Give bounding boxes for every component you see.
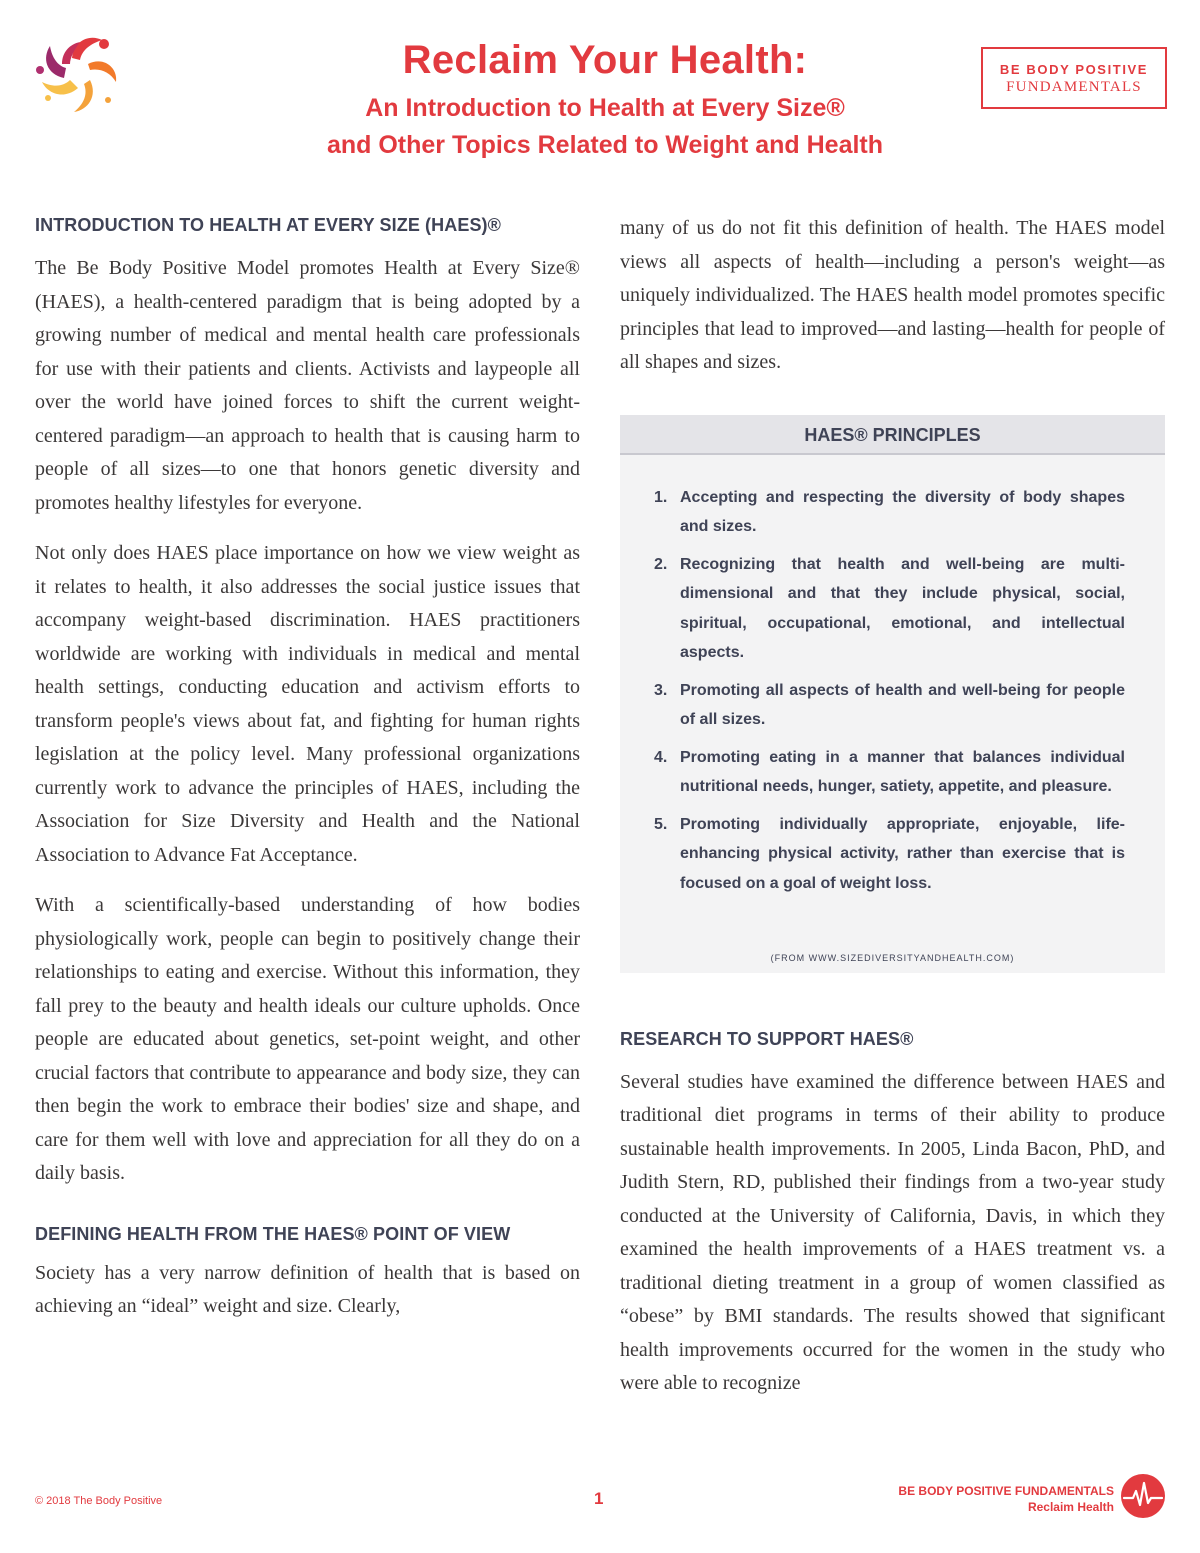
badge-line2: FUNDAMENTALS <box>1006 79 1142 95</box>
footer-brand <box>898 1483 1114 1515</box>
principle-item <box>654 743 1125 802</box>
principle-text: Recognizing that health and well-being are multi-dimensional and that they include physical, social, spiritual, occupational, emotional, and intellectual aspects. <box>680 555 1125 661</box>
defining-paragraph-continued: many of us do not fit this definition of health. The HAES model views all aspects of health—including a person's weight—as uniquely individualized. The HAES health model promotes specific principles that lead to improved—and lasting—health for people of all shapes and sizes. <box>620 217 1165 373</box>
intro-paragraph-1: The Be Body Positive Model promotes Health at Every Size® (HAES), a health-centered paradigm that is being adopted by a growing number of medical and mental health care professionals for use with their patients and clients. Activists and laypeople all over the world have joined forces to shift the current weight-centered paradigm—an approach to health that is causing harm to people of all sizes—to one that honors genetic diversity and promotes healthy lifestyles for everyone. <box>35 257 580 514</box>
page-subtitle-line1: An Introduction to Health at Every Size® <box>365 94 845 122</box>
badge-line1: BE BODY POSITIVE <box>999 62 1149 77</box>
principle-text: Promoting all aspects of health and well-being for people of all sizes. <box>680 681 1125 728</box>
left-column <box>35 212 580 1324</box>
principle-text: Accepting and respecting the diversity of body shapes and sizes. <box>680 488 1125 535</box>
principle-text: Promoting individually appropriate, enjoyable, life-enhancing physical activity, rather than exercise that is focused on a goal of weight loss. <box>680 815 1125 892</box>
defining-paragraph: Society has a very narrow definition of health that is based on achieving an “ideal” weight and size. Clearly, <box>35 1261 580 1317</box>
principle-item <box>654 810 1125 899</box>
footer-brand-line2: Reclaim Health <box>1027 1500 1114 1514</box>
page-subtitle-line2: and Other Topics Related to Weight and Health <box>326 131 884 159</box>
principle-number: 1. <box>654 488 668 506</box>
footer-copyright: © 2018 The Body Positive <box>35 1495 163 1507</box>
research-heading: RESEARCH TO SUPPORT HAES® <box>620 1028 914 1049</box>
page-title: Reclaim Your Health: <box>402 38 808 82</box>
principle-item <box>654 676 1125 735</box>
principle-item <box>654 550 1125 668</box>
intro-heading: INTRODUCTION TO HEALTH AT EVERY SIZE (HAES)® <box>35 215 502 235</box>
right-column <box>620 212 1165 1401</box>
footer-brand-line1: BE BODY POSITIVE FUNDAMENTALS <box>898 1484 1114 1498</box>
intro-paragraph-2: Not only does HAES place importance on how we view weight as it relates to health, it also addresses the social justice issues that accompany weight-based discrimination. HAES practitioners worldwide are working with individuals in medical and mental health settings, conducting education and activism efforts to transform people's views about fat, and fighting for human rights legislation at the policy level. Many professional organizations currently work to advance the principles of HAES, including the Association for Size Diversity and Health and the National Association to Advance Fat Acceptance. <box>35 542 580 866</box>
principle-text: Promoting eating in a manner that balances individual nutritional needs, hunger, satiety, appetite, and pleasure. <box>680 748 1125 795</box>
principle-number: 5. <box>654 815 668 833</box>
intro-paragraph-3: With a scientifically-based understanding of how bodies physiologically work, people can begin to positively change their relationships to eating and exercise. Without this information, they fall prey to the beauty and health ideals our culture upholds. Once people are educated about genetics, set-point weight, and other crucial factors that contribute to appearance and body size, they can then begin the work to embrace their bodies' size and shape, and care for them well with love and appreciation for all they do on a daily basis. <box>35 894 580 1184</box>
research-paragraph: Several studies have examined the difference between HAES and traditional diet programs in terms of their ability to produce sustainable health improvements. In 2005, Linda Bacon, PhD, and Judith Stern, RD, published their findings from a two-year study conducted at the University of California, Davis, in which they examined the health improvements of a HAES treatment vs. a traditional dieting treatment in a group of women classified as “obese” by BMI standards. The results showed that significant health improvements occurred for the women in the study who were able to recognize <box>620 1070 1165 1394</box>
principle-number: 4. <box>654 748 668 766</box>
page-number: 1 <box>594 1489 604 1508</box>
heartbeat-icon <box>1120 1473 1166 1519</box>
principle-item <box>654 483 1125 542</box>
principles-list <box>620 455 1165 899</box>
principle-number: 2. <box>654 555 668 573</box>
defining-heading: DEFINING HEALTH FROM THE HAES® POINT OF VIEW <box>35 1223 511 1244</box>
principles-box <box>620 415 1165 973</box>
principle-number: 3. <box>654 681 668 699</box>
principles-heading: HAES® PRINCIPLES <box>620 415 1165 455</box>
principles-source: (FROM WWW.SIZEDIVERSITYANDHEALTH.COM) <box>770 952 1015 963</box>
series-badge <box>981 47 1167 109</box>
